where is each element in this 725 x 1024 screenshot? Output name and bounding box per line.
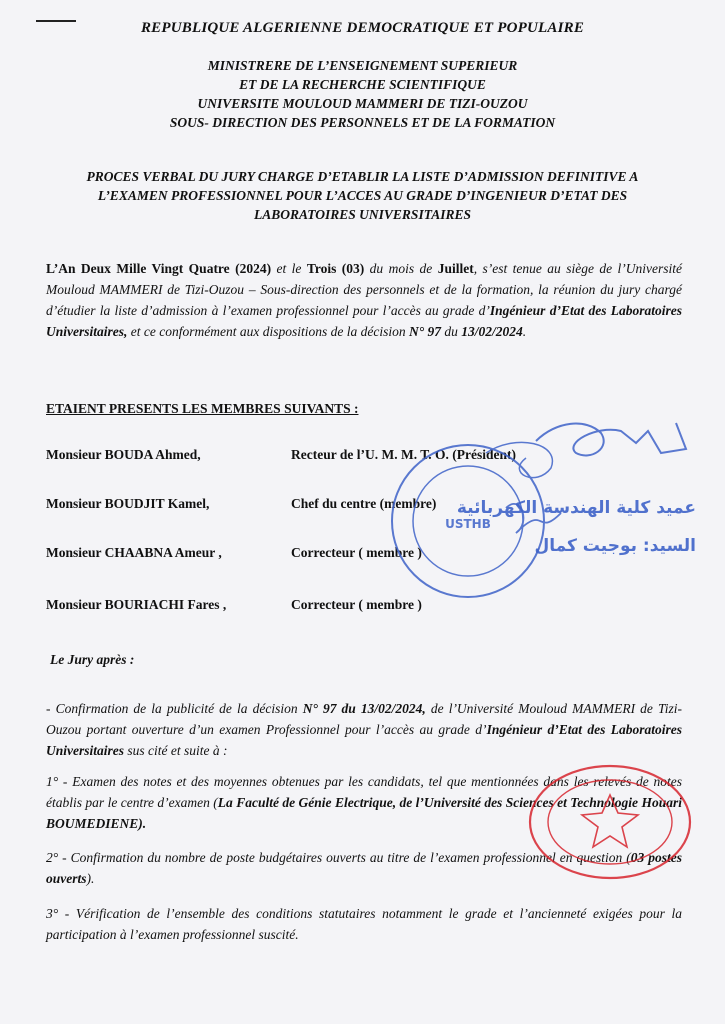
members-title: ETAIENT PRESENTS LES MEMBRES SUIVANTS : — [46, 401, 359, 416]
member-name: Monsieur CHAABNA Ameur , — [46, 545, 222, 560]
ministry-line-1: MINISTRERE DE L’ENSEIGNEMENT SUPERIEUR — [207, 58, 518, 73]
seal-emblem — [582, 795, 638, 847]
member-name: Monsieur BOURIACHI Fares , — [46, 597, 227, 612]
title-line-3: LABORATOIRES UNIVERSITAIRES — [254, 207, 471, 222]
item-2-paragraph: 2° - Confirmation du nombre de poste budgétaires ouverts au titre de l’examen professionnel en question (03 postes ouverts). — [46, 850, 683, 886]
direction-line: SOUS- DIRECTION DES PERSONNELS ET DE LA FORMATION — [169, 115, 556, 130]
stamp-ring-text: USTHB — [445, 517, 491, 531]
item-3-paragraph: 3° - Vérification de l’ensemble des conditions statutaires notamment le grade et l’ancienneté exigées pour la participation à l’examen professionnel suscité. — [46, 906, 682, 942]
member-name: Monsieur BOUDA Ahmed, — [46, 447, 201, 462]
seal-outer-ring — [530, 766, 690, 878]
title-line-1: PROCES VERBAL DU JURY CHARGE D’ETABLIR LA LISTE D’ADMISSION DEFINITIVE A — [86, 169, 639, 184]
stamp-arabic-line-1: عميد كلية الهندسة الكهربائية — [456, 498, 696, 518]
stamp-arabic-line-2: السيد: بوجيت كمال — [534, 536, 696, 556]
faculty-stamp-signature — [386, 413, 704, 603]
intro-paragraph: L’An Deux Mille Vingt Quatre (2024) et le Trois (03) du mois de Juillet, s’est tenue au siège de l’Université Mouloud MAMMERI de Tizi-Ouzou – Sous-direction des personnels et de la formation, la réunion du jury chargé d’étudier la liste d’admission à l’examen professionnel pour l’accès au grade d’Ingénieur d’Etat des Laboratoires Universitaires, et ce conformément aux dispositions de la décision N° 97 du 13/02/2024. — [46, 261, 683, 339]
signature-stroke — [536, 423, 686, 455]
ministry-line-2: ET DE LA RECHERCHE SCIENTIFIQUE — [239, 77, 486, 92]
member-role: Recteur de l’U. M. M. T. O. (Président) — [291, 447, 516, 462]
item-1-paragraph: 1° - Examen des notes et des moyennes obtenues par les candidats, tel que mentionnées dans les relevés de notes établis par le centre d’examen (La Faculté de Génie Electrique, de l’Université des Sciences et Technologie Houari BOUMEDIENE). — [46, 774, 682, 831]
institution-header — [0, 56, 725, 132]
signature-loop — [486, 442, 552, 477]
member-role: Correcteur ( membre ) — [291, 545, 422, 560]
confirmation-paragraph: - Confirmation de la publicité de la décision N° 97 du 13/02/2024, de l’Université Mouloud MAMMERI de Tizi-Ouzou portant ouverture d’un examen Professionnel pour l’accès au grade d’Ingénieur d’Etat des Laboratoires Universitaires sus cité et suite à : — [46, 701, 683, 758]
document-title — [0, 167, 725, 224]
member-role: Chef du centre (membre) — [291, 496, 437, 511]
seal-inner-ring — [548, 780, 672, 864]
republic-heading: REPUBLIQUE ALGERIENNE DEMOCRATIQUE ET POPULAIRE — [140, 20, 585, 36]
jury-after-heading: Le Jury après : — [50, 652, 135, 667]
title-line-2: L’EXAMEN PROFESSIONNEL POUR L’ACCES AU GRADE D’INGENIEUR D’ETAT DES — [97, 188, 628, 203]
member-role: Correcteur ( membre ) — [291, 597, 422, 612]
member-name: Monsieur BOUDJIT Kamel, — [46, 496, 210, 511]
university-line: UNIVERSITE MOULOUD MAMMERI DE TIZI-OUZOU — [197, 96, 528, 111]
official-red-seal — [526, 763, 694, 881]
